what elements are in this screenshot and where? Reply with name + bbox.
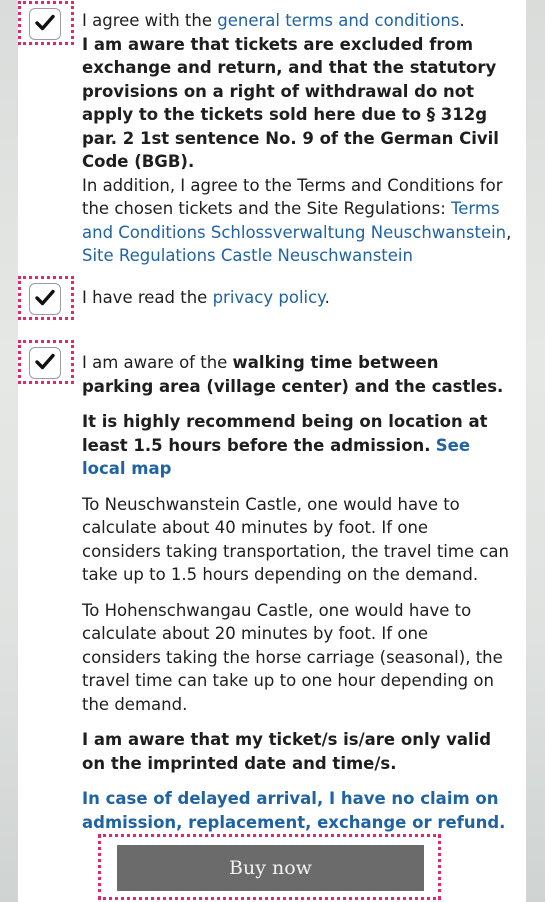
- privacy-checkbox-highlight: [18, 276, 74, 320]
- local-map-link[interactable]: See local map: [82, 435, 471, 478]
- arrival-recommendation: It is highly recommend being on location at least 1.5 hours before the admission. See local map: [82, 412, 488, 478]
- privacy-checkbox[interactable]: [29, 283, 61, 315]
- ticket-validity-notice: I am aware that my ticket/s is/are only valid on the imprinted date and time/s.: [82, 730, 492, 773]
- walking-text-block: [82, 351, 512, 834]
- privacy-statement: I have read the privacy policy.: [82, 288, 330, 307]
- walking-time-checkbox[interactable]: [29, 347, 61, 379]
- checkmark-icon: [35, 289, 55, 307]
- buy-now-button[interactable]: Buy now: [117, 845, 424, 891]
- privacy-text-block: [82, 286, 512, 310]
- walking-checkbox-highlight: [18, 340, 74, 384]
- checkmark-icon: [35, 353, 55, 371]
- delayed-arrival-notice: In case of delayed arrival, I have no claim on admission, replacement, exchange or refund.: [82, 789, 506, 832]
- checkmark-icon: [35, 14, 55, 32]
- site-regulations-link[interactable]: Site Regulations Castle Neuschwanstein: [82, 246, 413, 265]
- privacy-policy-link[interactable]: privacy policy: [212, 288, 325, 307]
- general-terms-link[interactable]: general terms and conditions: [217, 11, 460, 30]
- terms-conditions-link[interactable]: Terms and Conditions Schlossverwaltung Neuschwanstein: [82, 199, 507, 242]
- neuschwanstein-walking-info: To Neuschwanstein Castle, one would have to calculate about 40 minutes by foot. If one considers taking transportation, the travel time can take up to 1.5 hours depending on the demand.: [82, 494, 509, 584]
- hohenschwangau-walking-info: To Hohenschwangau Castle, one would have to calculate about 20 minutes by foot. If one considers taking the horse carriage (seasonal), the travel time can take up to one hour depending on the demand.: [82, 600, 503, 714]
- terms-agreement: I agree with the general terms and conditions.: [82, 11, 465, 30]
- exchange-notice: I am aware that tickets are excluded from exchange and return, and that the statutory provisions on a right of withdrawal do not apply to the tickets sold here due to § 312g par. 2 1st sentence No. 9 of the German Civil Code (BGB).: [82, 34, 499, 171]
- terms-checkbox[interactable]: [29, 8, 61, 40]
- buy-button-highlight: [98, 834, 441, 900]
- terms-checkbox-highlight: [18, 1, 74, 45]
- walking-awareness: I am aware of the walking time between parking area (village center) and the castles.: [82, 353, 504, 396]
- terms-text-block: [82, 9, 512, 268]
- additional-terms: In addition, I agree to the Terms and Conditions for the chosen tickets and the Site Regulations: Terms and Conditions Schlossverwaltung Neuschwanstein, Site Regulations Castle Neuschwanstein: [82, 175, 512, 265]
